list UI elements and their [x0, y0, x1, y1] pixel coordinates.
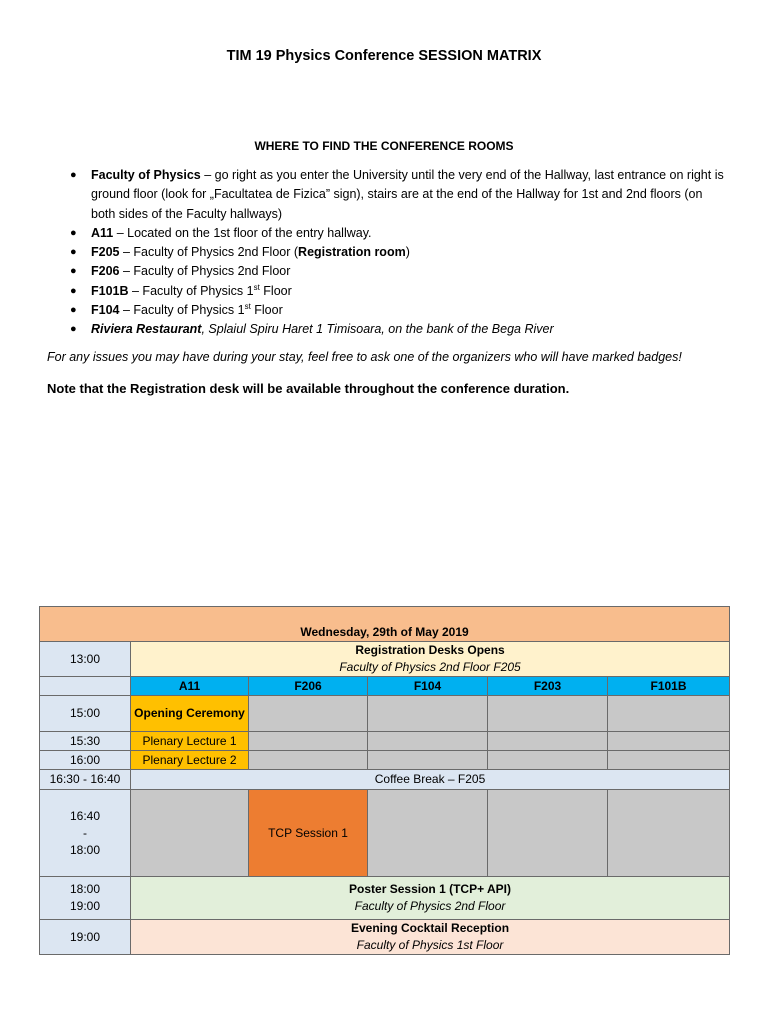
- list-item: [62, 262, 730, 281]
- time-end: 18:00: [69, 842, 101, 857]
- list-item: [62, 166, 730, 224]
- list-item: [62, 224, 730, 243]
- table-row: [40, 642, 730, 677]
- bullet-icon: ●: [70, 265, 77, 278]
- room-term: F104: [91, 303, 120, 318]
- table-row: [40, 877, 730, 920]
- time-cell: 15:30: [40, 732, 131, 751]
- empty-cell: [368, 790, 488, 877]
- room-description: – Faculty of Physics 1: [128, 283, 254, 298]
- empty-cell: [608, 751, 730, 770]
- time-end: 19:00: [69, 899, 101, 913]
- room-term: F206: [91, 264, 120, 279]
- bullet-icon: ●: [70, 284, 77, 297]
- room-description: , Splaiul Spiru Haret 1 Timisoara, on the bank of the Bega River: [201, 322, 554, 337]
- empty-cell: [249, 696, 368, 732]
- ordinal-suffix: st: [253, 282, 260, 292]
- list-item: [62, 282, 730, 301]
- time-cell: [40, 677, 131, 696]
- room-description-tail: Floor: [259, 283, 292, 298]
- room-term: F205: [91, 245, 120, 260]
- day-header: Wednesday, 29th of May 2019: [40, 607, 730, 642]
- poster-session-cell: [131, 877, 730, 920]
- opening-ceremony-cell: Opening Ceremony: [131, 696, 249, 732]
- poster-session-location: Faculty of Physics 2nd Floor: [354, 899, 506, 913]
- room-description: – Faculty of Physics 1: [119, 303, 245, 318]
- empty-cell: [368, 696, 488, 732]
- time-cell: 16:00: [40, 751, 131, 770]
- room-header-f206: F206: [249, 677, 368, 696]
- room-term: Faculty of Physics: [91, 168, 201, 182]
- bullet-icon: ●: [70, 304, 77, 317]
- bullet-icon: ●: [70, 246, 77, 259]
- time-cell: 13:00: [40, 642, 131, 677]
- table-row: [40, 696, 730, 732]
- list-item: [62, 243, 730, 262]
- time-cell: [40, 790, 131, 877]
- document-title: TIM 19 Physics Conference SESSION MATRIX: [226, 48, 542, 64]
- empty-cell: [249, 751, 368, 770]
- table-row: [40, 732, 730, 751]
- plenary-lecture-2-cell: Plenary Lecture 2: [131, 751, 249, 770]
- coffee-break-cell: Coffee Break – F205: [131, 770, 730, 790]
- table-row: [40, 790, 730, 877]
- room-term: Riviera Restaurant: [91, 322, 202, 337]
- rooms-heading: WHERE TO FIND THE CONFERENCE ROOMS: [254, 139, 514, 153]
- poster-session-title: Poster Session 1 (TCP+ API): [349, 882, 511, 896]
- empty-cell: [488, 732, 608, 751]
- empty-cell: [608, 790, 730, 877]
- empty-cell: [131, 790, 249, 877]
- plenary-lecture-1-cell: Plenary Lecture 1: [131, 732, 249, 751]
- registration-title: Registration Desks Opens: [355, 643, 505, 657]
- issues-note: For any issues you may have during your stay, feel free to ask one of the organizers who will have marked badges!: [47, 350, 682, 364]
- empty-cell: [368, 751, 488, 770]
- empty-cell: [488, 790, 608, 877]
- time-cell: 19:00: [40, 920, 131, 955]
- room-term: A11: [91, 225, 114, 240]
- registration-location: Faculty of Physics 2nd Floor F205: [339, 660, 521, 674]
- empty-cell: [608, 696, 730, 732]
- time-cell: 15:00: [40, 696, 131, 732]
- table-row: [40, 751, 730, 770]
- registration-room-label: Registration room: [298, 245, 406, 260]
- table-row: [40, 770, 730, 790]
- cocktail-reception-cell: [131, 920, 730, 955]
- empty-cell: [249, 732, 368, 751]
- rooms-list: [62, 166, 730, 340]
- room-description: – Located on the 1st floor of the entry hallway.: [113, 225, 372, 240]
- table-row: [40, 920, 730, 955]
- room-header-f101b: F101B: [608, 677, 730, 696]
- bullet-icon: ●: [70, 169, 77, 181]
- time-start: 16:40: [69, 808, 101, 823]
- ordinal-suffix: st: [244, 301, 251, 311]
- room-description-tail: ): [405, 245, 410, 260]
- registration-cell: [131, 642, 730, 677]
- room-term: F101B: [91, 283, 129, 298]
- room-header-f203: F203: [488, 677, 608, 696]
- room-description: – go right as you enter the University until the very end of the Hallway, last entrance on right is ground floor (look for „Facultatea de Fizica” sign), stairs are at the end of the Hallway for 1st and 2nd floors (on both sides of the Faculty hallways): [91, 168, 724, 221]
- table-row: [40, 677, 730, 696]
- time-cell: [40, 877, 131, 920]
- tcp-session-cell: TCP Session 1: [249, 790, 368, 877]
- cocktail-title: Evening Cocktail Reception: [351, 921, 510, 935]
- registration-note: Note that the Registration desk will be available throughout the conference duration.: [47, 381, 570, 396]
- bullet-icon: ●: [70, 226, 77, 239]
- time-start: 18:00: [69, 882, 101, 896]
- room-description-tail: Floor: [250, 303, 283, 318]
- room-header-a11: A11: [131, 677, 249, 696]
- table-row: [40, 607, 730, 642]
- empty-cell: [608, 732, 730, 751]
- time-cell: 16:30 - 16:40: [40, 770, 131, 790]
- cocktail-location: Faculty of Physics 1st Floor: [356, 938, 504, 952]
- bullet-icon: ●: [70, 323, 77, 336]
- empty-cell: [368, 732, 488, 751]
- list-item: [62, 301, 730, 320]
- room-header-f104: F104: [368, 677, 488, 696]
- time-separator: -: [83, 825, 87, 840]
- room-description: – Faculty of Physics 2nd Floor (: [119, 245, 299, 260]
- empty-cell: [488, 696, 608, 732]
- empty-cell: [488, 751, 608, 770]
- session-matrix-table: [39, 606, 730, 955]
- room-description: – Faculty of Physics 2nd Floor: [119, 264, 291, 279]
- list-item: [62, 320, 730, 339]
